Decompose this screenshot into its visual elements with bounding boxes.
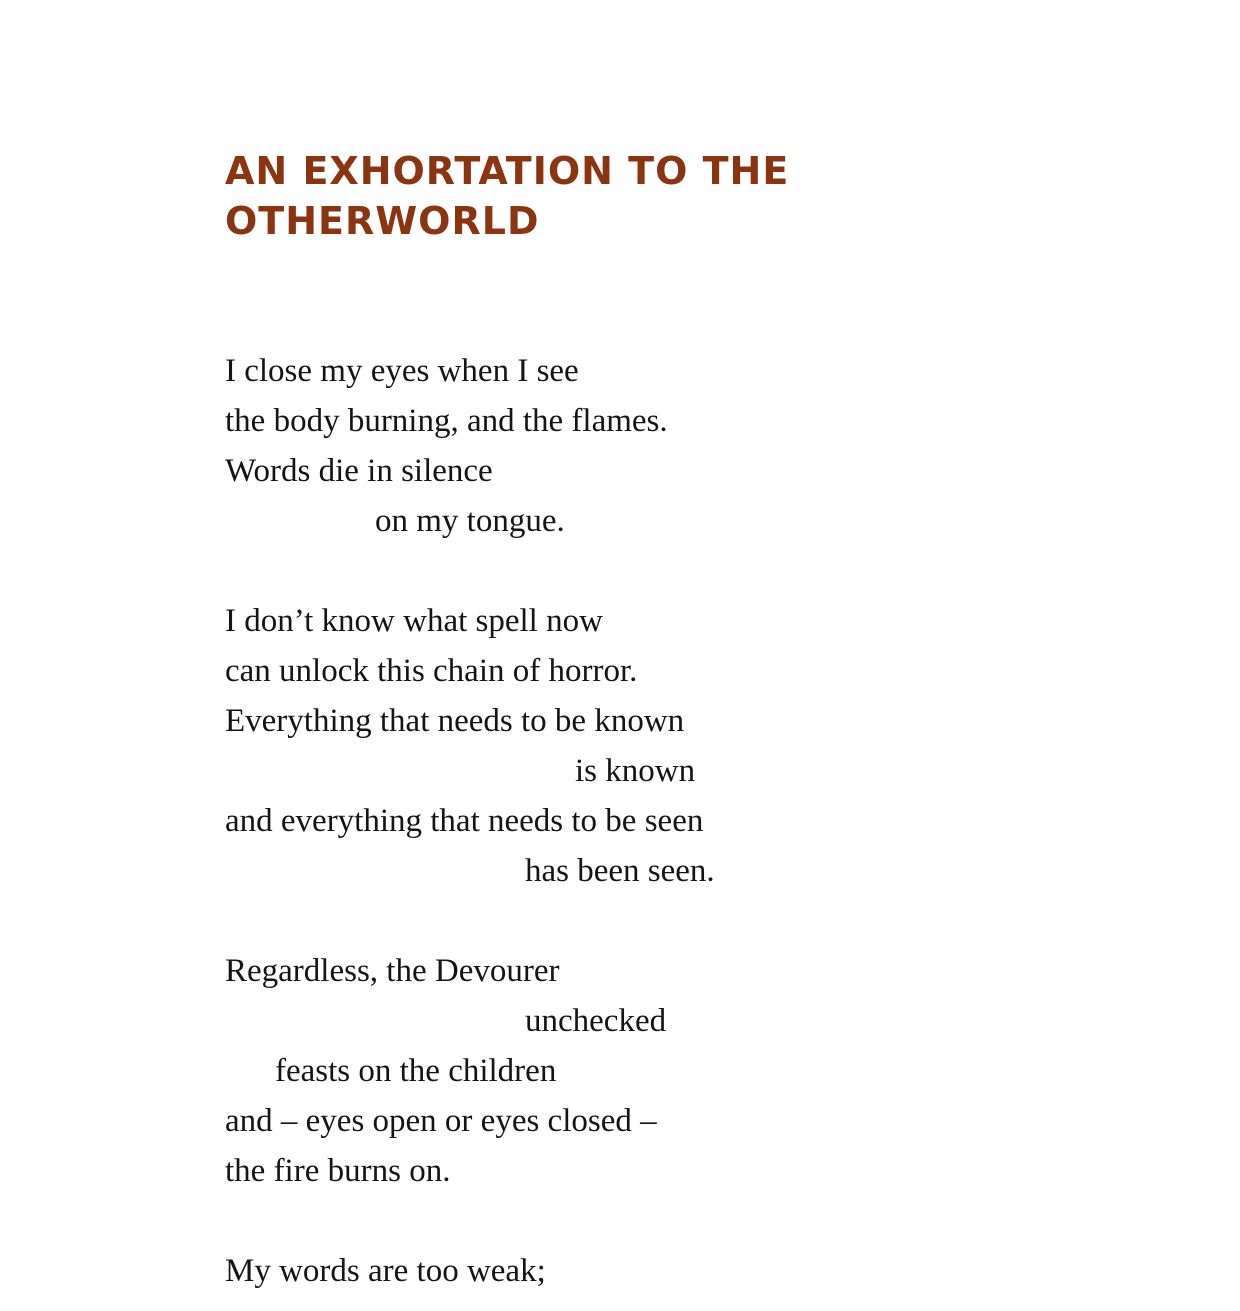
stanza-1: [225, 346, 1125, 546]
verse-line: the body burning, and the flames.: [225, 403, 668, 439]
verse-line-indented: has been seen.: [525, 853, 715, 889]
verse-line: Everything that needs to be known: [225, 703, 685, 739]
stanza-break: [225, 546, 1125, 596]
verse-line-indented: is known: [575, 753, 696, 789]
verse-line: and – eyes open or eyes closed –: [225, 1103, 657, 1139]
verse-line: Words die in silence: [225, 453, 493, 489]
poem-title-line-2: OTHERWORLD: [225, 199, 540, 243]
verse-line: and everything that needs to be seen: [225, 803, 704, 839]
stanza-break: [225, 1196, 1125, 1246]
verse-line: I don’t know what spell now: [225, 603, 603, 639]
verse-line-indented: feasts on the children: [275, 1053, 557, 1089]
stanza-4: [225, 1246, 1125, 1296]
verse-line: can unlock this chain of horror.: [225, 653, 638, 689]
stanza-2: [225, 596, 1125, 896]
verse-line-indented: on my tongue.: [375, 503, 565, 539]
verse-line: the fire burns on.: [225, 1153, 451, 1189]
verse-line-indented: unchecked: [525, 1003, 667, 1039]
stanza-break: [225, 896, 1125, 946]
verse-line: My words are too weak;: [225, 1253, 546, 1289]
verse-line: I close my eyes when I see: [225, 353, 579, 389]
poem-title: [225, 146, 845, 246]
verse-line: Regardless, the Devourer: [225, 953, 560, 989]
stanza-3: [225, 946, 1125, 1196]
poem-title-line-1: AN EXHORTATION TO THE: [225, 149, 790, 193]
poem-body: [225, 346, 1125, 1296]
